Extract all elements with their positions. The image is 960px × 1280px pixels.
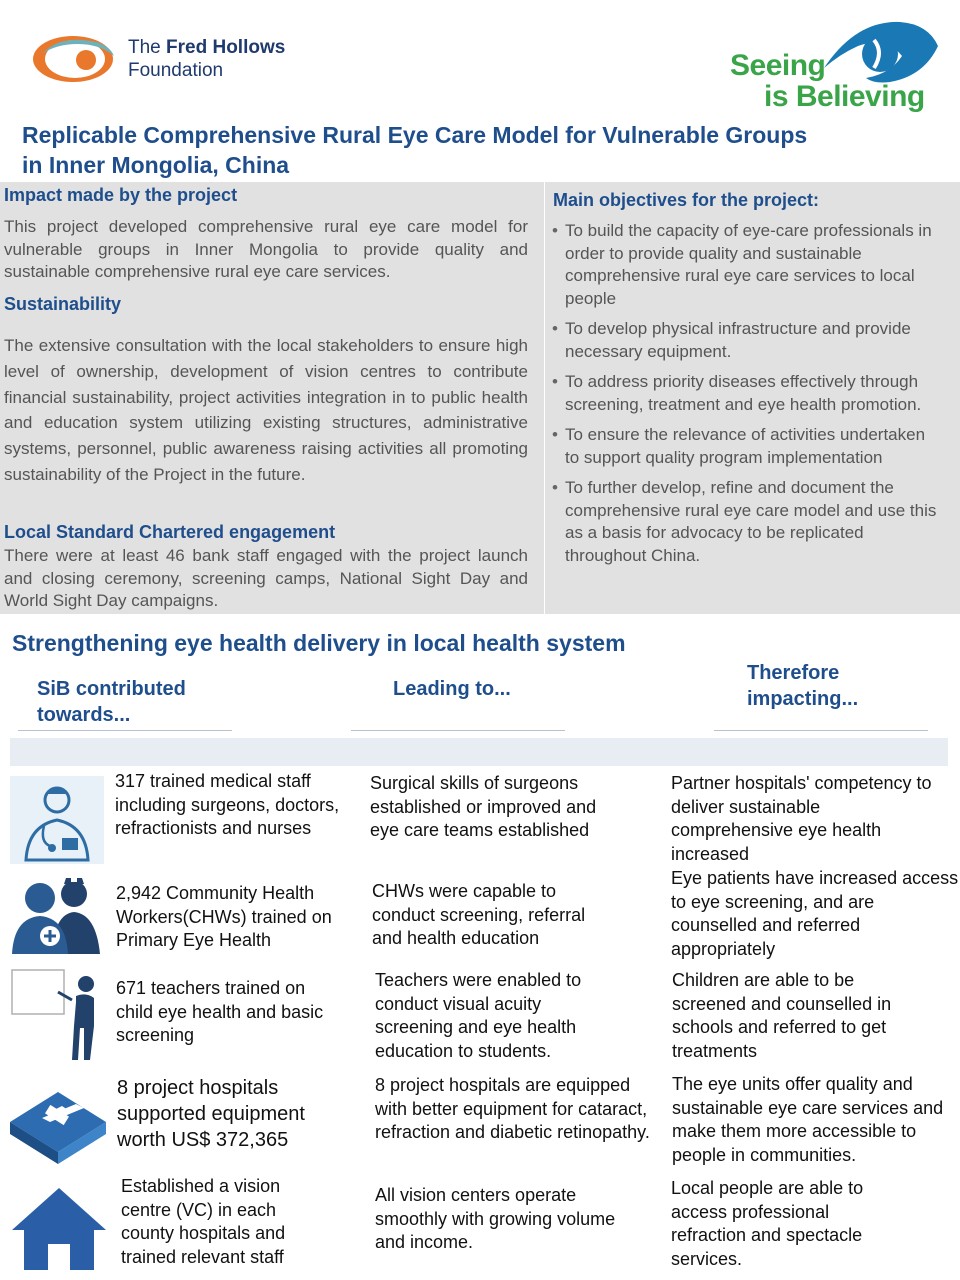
teacher-icon xyxy=(10,966,104,1062)
doctor-icon xyxy=(10,776,104,864)
row2-outcome: CHWs were capable to conduct screening, referral and health education xyxy=(372,881,586,948)
row5-contribution: Established a vision centre (VC) in each county hospitals and trained relevant staff xyxy=(121,1176,286,1267)
impact-text: This project developed comprehensive rural eye care model for vulnerable groups in Inner Mongolia to provide quality and sustainable comprehensive rural eye care services. xyxy=(4,217,528,281)
objective-item: • To develop physical infrastructure and provide necessary equipment. xyxy=(552,318,942,363)
column-header-contributed: SiB contributed towards... xyxy=(37,678,186,726)
row2-impact: Eye patients have increased access to eye screening, and are counselled and referred appropriately xyxy=(671,868,959,959)
column-header-impacting: Therefore impacting... xyxy=(747,662,859,710)
row5-impact: Local people are able to access professional refraction and spectacle services. xyxy=(671,1178,864,1269)
health-workers-icon xyxy=(10,872,104,956)
info-panel-divider xyxy=(544,182,545,614)
sustainability-heading: Sustainability xyxy=(4,294,122,314)
fh-line1-prefix: The xyxy=(128,37,167,58)
sib-wordmark xyxy=(730,50,925,112)
row1-impact: Partner hospitals' competency to deliver sustainable comprehensive eye health increased xyxy=(671,773,932,864)
objective-item: • To build the capacity of eye-care professionals in order to provide quality and sustainable comprehensive rural eye care services to local people xyxy=(552,220,942,310)
row5-outcome: All vision centers operate smoothly with growing volume and income. xyxy=(375,1185,616,1252)
objective-item: • To further develop, refine and document the comprehensive rural eye care model and use this as a basis for advocacy to be replicated throughout China. xyxy=(552,477,942,567)
fh-line2: Foundation xyxy=(128,60,224,81)
objectives-list xyxy=(552,220,942,575)
column-header-leading: Leading to... xyxy=(393,678,511,700)
column-underline xyxy=(714,730,928,731)
header-band xyxy=(10,738,948,766)
fh-line1-bold: Fred Hollows xyxy=(166,37,286,58)
fred-hollows-wordmark xyxy=(128,36,285,82)
hospital-cross-icon xyxy=(6,1076,110,1170)
row2-contribution: 2,942 Community Health Workers(CHWs) trained on Primary Eye Health xyxy=(116,883,332,950)
title-line-2: in Inner Mongolia, China xyxy=(22,152,290,178)
impact-heading: Impact made by the project xyxy=(4,185,238,205)
column-underline xyxy=(351,730,565,731)
row1-outcome: Surgical skills of surgeons established or improved and eye care teams established xyxy=(370,773,597,840)
row3-contribution: 671 teachers trained on child eye health and basic screening xyxy=(116,978,324,1045)
engagement-heading: Local Standard Chartered engagement xyxy=(4,522,336,542)
column-underline xyxy=(18,730,232,731)
row4-outcome: 8 project hospitals are equipped with better equipment for cataract, refraction and diabetic retinopathy. xyxy=(375,1075,650,1142)
sustainability-text: The extensive consultation with the local stakeholders to ensure high level of ownership, development of vision centres to contribute financial sustainability, project activities integration in to public health and education system utilizing existing structures, administrative systems, personnel, public awareness raising activities all promoting sustainability of the Project in the future. xyxy=(4,336,528,484)
fred-hollows-eye-icon xyxy=(30,32,116,86)
objective-item: • To address priority diseases effectively through screening, treatment and eye health promotion. xyxy=(552,371,942,416)
house-icon xyxy=(10,1184,108,1272)
sib-line1: Seeing xyxy=(730,49,826,82)
row3-impact: Children are able to be screened and counselled in schools and referred to get treatments xyxy=(672,970,892,1061)
objective-item: • To ensure the relevance of activities undertaken to support quality program implementation xyxy=(552,424,942,469)
delivery-title: Strengthening eye health delivery in local health system xyxy=(12,630,626,656)
engagement-text: There were at least 46 bank staff engaged with the project launch and closing ceremony, screening camps, National Sight Day and World Sight Day campaigns. xyxy=(4,546,528,610)
row4-impact: The eye units offer quality and sustainable eye care services and make them more accessible to people in communities. xyxy=(672,1074,944,1165)
sib-line2: is Believing xyxy=(764,80,925,113)
objectives-heading: Main objectives for the project: xyxy=(553,190,820,210)
row1-contribution: 317 trained medical staff including surgeons, doctors, refractionists and nurses xyxy=(115,771,340,838)
page-title xyxy=(22,120,922,180)
row4-contribution: 8 project hospitals supported equipment worth US$ 372,365 xyxy=(117,1077,305,1151)
title-line-1: Replicable Comprehensive Rural Eye Care Model for Vulnerable Groups xyxy=(22,122,808,148)
row3-outcome: Teachers were enabled to conduct visual acuity screening and eye health education to students. xyxy=(375,970,582,1061)
fred-hollows-logo xyxy=(30,32,116,86)
